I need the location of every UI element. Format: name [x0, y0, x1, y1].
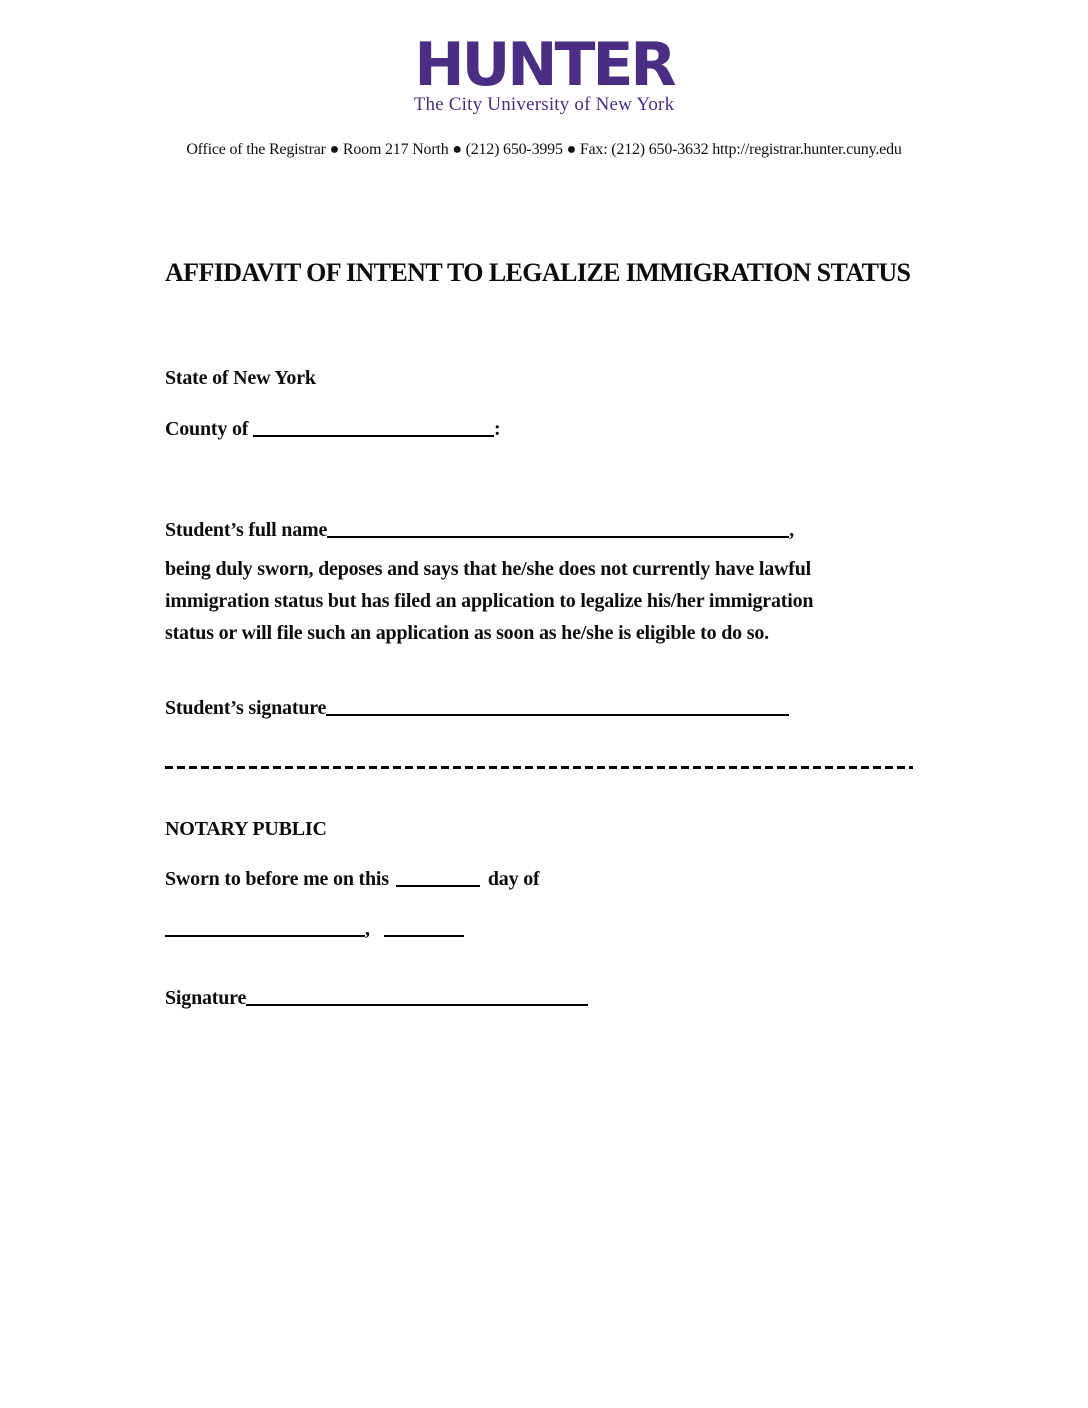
student-fullname-line: [165, 519, 794, 542]
sworn-line: [165, 868, 539, 891]
notary-heading: NOTARY PUBLIC: [165, 818, 327, 840]
affidavit-body-line: status or will file such an application as soon as he/she is eligible to do so.: [165, 622, 769, 644]
date-comma: ,: [365, 918, 370, 940]
document-title: AFFIDAVIT OF INTENT TO LEGALIZE IMMIGRATION STATUS: [165, 258, 911, 287]
hunter-wordmark: HUNTER: [414, 30, 674, 100]
fullname-comma: ,: [789, 519, 794, 541]
affidavit-body-line: being duly sworn, deposes and says that he/she does not currently have lawful: [165, 558, 811, 580]
affidavit-body-paragraph: [165, 553, 813, 649]
cuny-tagline: The City University of New York: [413, 94, 675, 115]
county-field-blank: [253, 421, 494, 437]
student-signature-blank: [326, 700, 789, 716]
student-signature-label: Student’s signature: [165, 697, 327, 719]
county-line: [165, 418, 501, 441]
day-field-blank: [396, 871, 480, 887]
state-line: State of New York: [165, 367, 316, 389]
hunter-college-logo: [0, 30, 1088, 115]
fullname-field-blank: [327, 522, 789, 538]
sworn-suffix: day of: [487, 868, 540, 890]
county-colon: :: [494, 418, 501, 440]
year-field-blank: [384, 921, 464, 937]
notary-signature-label: Signature: [165, 987, 247, 1009]
sworn-prefix: Sworn to before me on this: [165, 868, 389, 890]
notary-date-line: [165, 918, 464, 941]
month-field-blank: [165, 921, 365, 937]
section-divider: [165, 766, 913, 769]
fullname-label: Student’s full name: [165, 519, 328, 541]
registrar-contact-line: Office of the Registrar ● Room 217 North ● (212) 650-3995 ● Fax: (212) 650-3632 http://registrar.hunter.cuny.edu: [186, 141, 902, 158]
student-signature-line: [165, 697, 789, 720]
county-label: County of: [165, 418, 249, 440]
notary-signature-blank: [246, 990, 588, 1006]
notary-signature-line: [165, 987, 588, 1010]
affidavit-body-line: immigration status but has filed an application to legalize his/her immigration: [165, 590, 814, 612]
